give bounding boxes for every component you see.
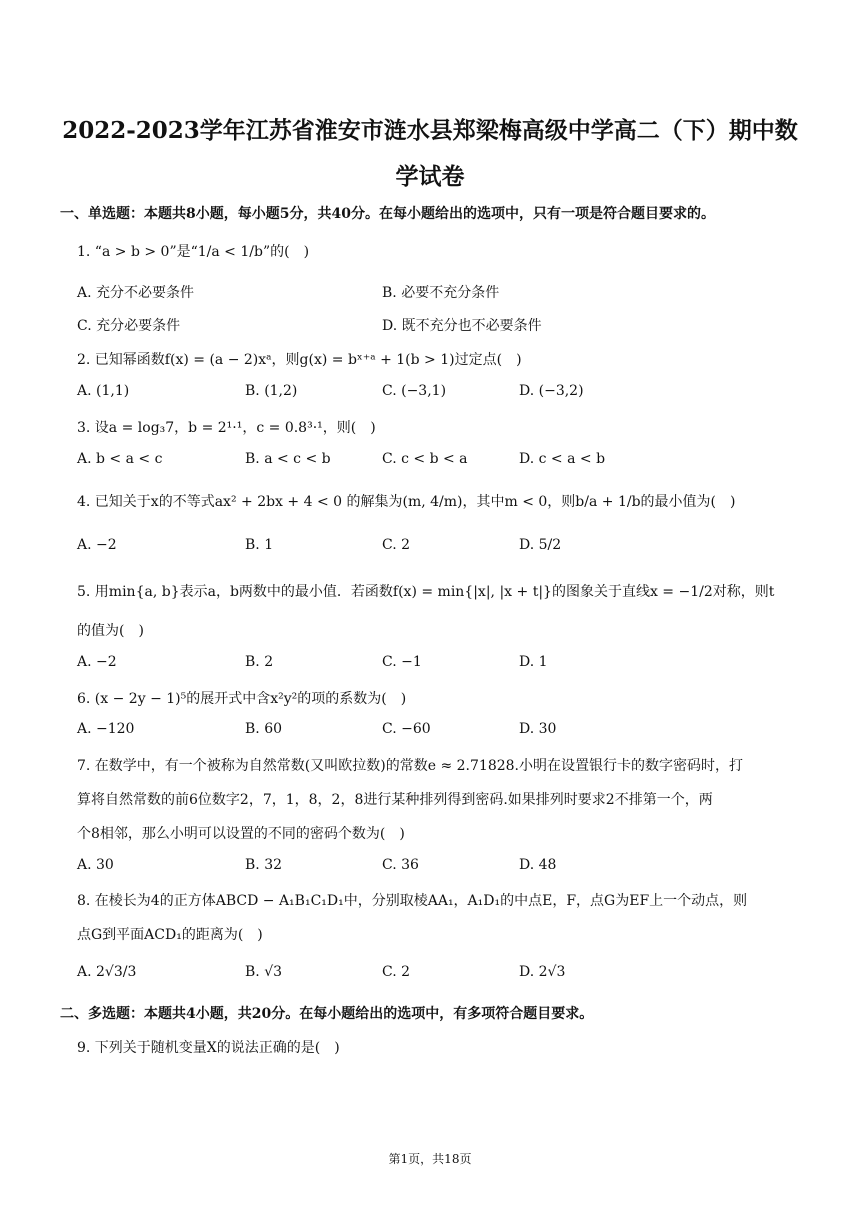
question-5-stem-cont: 的值为( )	[77, 623, 144, 639]
q2-option-c: C. (−3,1)	[382, 383, 447, 399]
q2-option-b: B. (1,2)	[245, 383, 298, 399]
q8-option-c: C. 2	[382, 964, 411, 980]
q8-option-b: B. √3	[245, 964, 283, 980]
section-multiple-choice: 二、多选题：本题共4小题，共20分。在每小题给出的选项中，有多项符合题目要求。	[60, 1006, 594, 1022]
exam-title-line2: 学试卷	[395, 163, 465, 190]
q4-option-c: C. 2	[382, 537, 411, 553]
q5-option-a: A. −2	[77, 654, 117, 670]
q5-option-b: B. 2	[245, 654, 274, 670]
question-7-stem-cont1: 算将自然常数的前6位数字2，7，1，8，2，8进行某种排列得到密码.如果排列时要求2不排第一个，两	[77, 792, 713, 808]
q1-option-d: D. 既不充分也不必要条件	[382, 318, 542, 334]
exam-title-line1: 2022-2023学年江苏省淮安市涟水县郑梁梅高级中学高二（下）期中数	[62, 117, 798, 144]
q4-option-d: D. 5/2	[519, 537, 562, 553]
q4-option-b: B. 1	[245, 537, 274, 553]
question-6-stem: 6. (x − 2y − 1)⁵的展开式中含x²y²的项的系数为( )	[77, 691, 407, 707]
q6-option-a: A. −120	[77, 721, 135, 737]
q6-option-d: D. 30	[519, 721, 557, 737]
question-2-stem: 2. 已知幂函数f(x) = (a − 2)xᵃ，则g(x) = bˣ⁺ᵃ + 1(b > 1)过定点( )	[77, 352, 522, 368]
q5-option-c: C. −1	[382, 654, 422, 670]
q6-option-b: B. 60	[245, 721, 283, 737]
q4-option-a: A. −2	[77, 537, 117, 553]
q7-option-a: A. 30	[77, 857, 114, 873]
q7-option-c: C. 36	[382, 857, 419, 873]
question-9-stem: 9. 下列关于随机变量X的说法正确的是( )	[77, 1040, 340, 1056]
q3-option-b: B. a < c < b	[245, 451, 331, 467]
question-3-stem: 3. 设a = log₃7，b = 2¹·¹，c = 0.8³·¹，则( )	[77, 420, 376, 436]
q3-option-d: D. c < a < b	[519, 451, 606, 467]
q7-option-b: B. 32	[245, 857, 283, 873]
question-7-stem: 7. 在数学中，有一个被称为自然常数(又叫欧拉数)的常数e ≈ 2.71828.小明在设置银行卡的数字密码时，打	[77, 758, 743, 774]
section-single-choice: 一、单选题：本题共8小题，每小题5分，共40分。在每小题给出的选项中，只有一项是符合题目要求的。	[60, 206, 715, 222]
q2-option-d: D. (−3,2)	[519, 383, 584, 399]
question-4-stem: 4. 已知关于x的不等式ax² + 2bx + 4 < 0 的解集为(m, 4/m)，其中m < 0，则b/a + 1/b的最小值为( )	[77, 494, 736, 510]
question-1-stem: 1. “a > b > 0”是“1/a < 1/b”的( )	[77, 244, 310, 260]
q3-option-a: A. b < a < c	[77, 451, 163, 467]
question-7-stem-cont2: 个8相邻，那么小明可以设置的不同的密码个数为( )	[77, 826, 405, 842]
q1-option-b: B. 必要不充分条件	[382, 285, 500, 301]
page-footer: 第1页，共18页	[388, 1152, 472, 1166]
q3-option-c: C. c < b < a	[382, 451, 468, 467]
q8-option-a: A. 2√3/3	[77, 964, 137, 980]
question-8-stem-cont: 点G到平面ACD₁的距离为( )	[77, 927, 263, 943]
q5-option-d: D. 1	[519, 654, 548, 670]
question-8-stem: 8. 在棱长为4的正方体ABCD − A₁B₁C₁D₁中，分别取棱AA₁，A₁D₁的中点E，F，点G为EF上一个动点，则	[77, 893, 748, 909]
q7-option-d: D. 48	[519, 857, 557, 873]
q1-option-c: C. 充分必要条件	[77, 318, 181, 334]
q2-option-a: A. (1,1)	[77, 383, 130, 399]
question-5-stem: 5. 用min{a, b}表示a，b两数中的最小值．若函数f(x) = min{|x|, |x + t|}的图象关于直线x = −1/2对称，则t	[77, 584, 775, 600]
q1-option-a: A. 充分不必要条件	[77, 285, 195, 301]
q6-option-c: C. −60	[382, 721, 431, 737]
q8-option-d: D. 2√3	[519, 964, 566, 980]
